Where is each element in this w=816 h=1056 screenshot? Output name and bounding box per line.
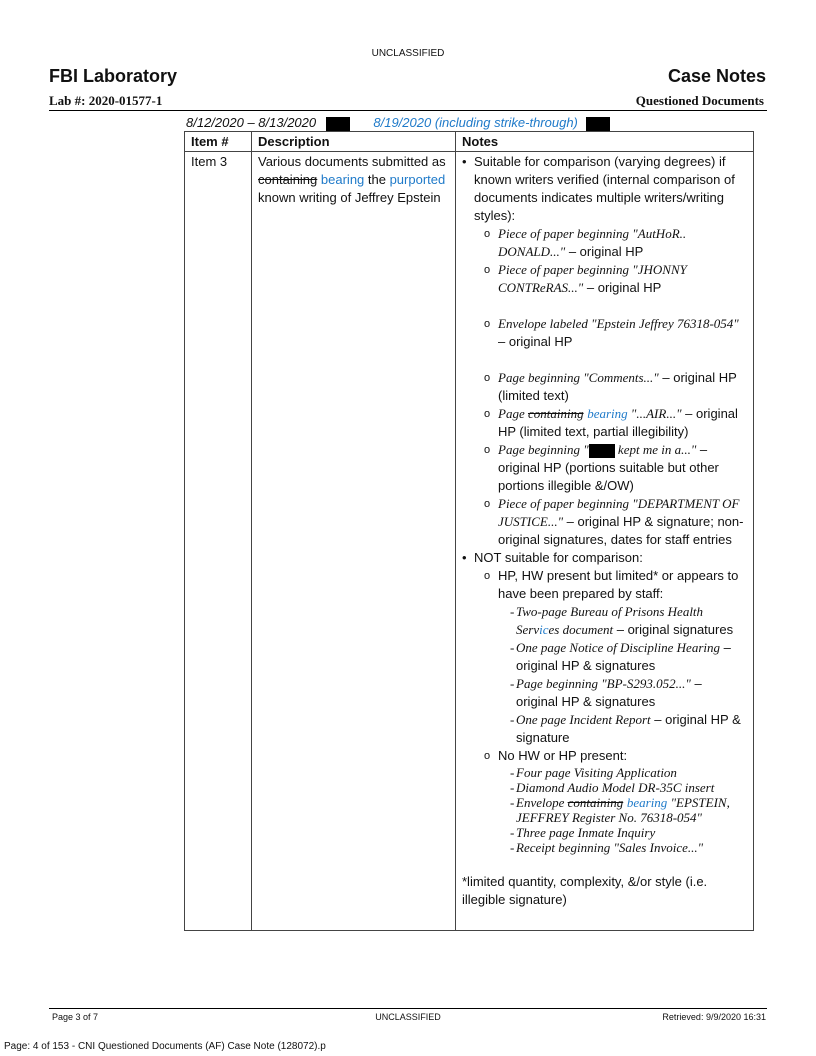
list-item: - Envelope containing bearing "EPSTEIN, JEFFREY Register No. 76318-054" [510,795,747,825]
header-rule [49,110,767,111]
footer-page-number: Page 3 of 7 [52,1012,99,1022]
list-item: o Piece of paper beginning "JHONNY CONTReRAS..." – original HP [484,261,747,297]
list-item: - Receipt beginning "Sales Invoice..." [510,840,747,855]
list-item: o Page beginning "Comments..." – original HP (limited text) [484,369,747,405]
suitable-heading: Suitable for comparison (varying degrees) if known writers verified (internal comparison of documents indicates multiple writers/writing styles): [474,154,735,223]
redaction-box [586,117,610,131]
header-classification: UNCLASSIFIED [371,48,445,59]
not-suitable-heading: NOT suitable for comparison: [474,550,643,565]
redaction-box [589,444,615,458]
list-item: - Page beginning "BP-S293.052..." – original HP & signatures [510,675,747,711]
redaction-box [326,117,350,131]
inserted-text: purported [389,172,446,187]
case-notes-title: Case Notes [667,66,766,86]
section-name: Questioned Documents [635,93,764,108]
footer-classification: UNCLASSIFIED [375,1012,441,1022]
inserted-text: bearing [320,172,365,187]
description-text: the [364,172,390,187]
list-item: - One page Notice of Discipline Hearing – original HP & signatures [510,639,747,675]
viewer-page-indicator: Page: 4 of 153 - CNI Questioned Documents (AF) Case Note (128072).p [4,1041,326,1052]
footer-retrieved: Retrieved: 9/9/2020 16:31 [662,1012,766,1022]
list-item: o Piece of paper beginning "DEPARTMENT OF JUSTICE..." – original HP & signature; non-original signatures, dates for staff entries [484,495,747,549]
item-cell: Item 3 [185,152,252,931]
description-cell [252,152,456,931]
header-notes: Notes [456,132,754,152]
revision-date: 8/19/2020 (including strike-through) [373,115,578,130]
footer-rule [49,1008,767,1009]
list-item: o Piece of paper beginning "AutHoR.. DONALD..." – original HP [484,225,747,261]
not-suitable-section [462,549,747,855]
list-item: - Three page Inmate Inquiry [510,825,747,840]
suitable-section [462,153,747,549]
struck-text: containing [258,172,318,187]
list-item: o Page containing bearing "...AIR..." – original HP (limited text, partial illegibility) [484,405,747,441]
list-item: - One page Incident Report – original HP & signature [510,711,747,747]
footnote: *limited quantity, complexity, &/or style (i.e. illegible signature) [462,874,708,907]
list-item: o Envelope labeled "Epstein Jeffrey 76318-054" – original HP [484,315,747,351]
list-item: - Two-page Bureau of Prisons Health Services document – original signatures [510,603,747,639]
list-item: - Diamond Audio Model DR-35C insert [510,780,747,795]
notes-cell [456,152,754,931]
case-notes-table [184,131,754,931]
lab-number: Lab #: 2020-01577-1 [49,93,163,108]
date-line [186,115,610,131]
header-description: Description [252,132,456,152]
table-header-row [185,132,754,152]
lab-title: FBI Laboratory [49,66,178,86]
list-item: o Page beginning " kept me in a..." – original HP (portions suitable but other portions illegible &/OW) [484,441,747,495]
header-item: Item # [185,132,252,152]
date-range: 8/12/2020 – 8/13/2020 [186,115,317,130]
list-item: - Four page Visiting Application [510,765,747,780]
description-text: known writing of Jeffrey Epstein [258,190,441,205]
list-item: o HP, HW present but limited* or appears to have been prepared by staff: - Two-page Bureau of Prisons Health Services document – original signatures - One page Notice of Discipline Hearing – original HP & signatures - Page beginning "BP-S293.052..." – original HP & signatures - One page Incident Report – original HP & signature [484,567,747,747]
description-text: Various documents submitted as [258,154,446,169]
list-item: o No HW or HP present: - Four page Visiting Application - Diamond Audio Model DR-35C insert - Envelope containing bearing "EPSTEIN, JEFFREY Register No. 76318-054" - Three page Inmate Inquiry - Receipt beginning "Sales Invoice..." [484,747,747,855]
table-row [185,152,754,931]
